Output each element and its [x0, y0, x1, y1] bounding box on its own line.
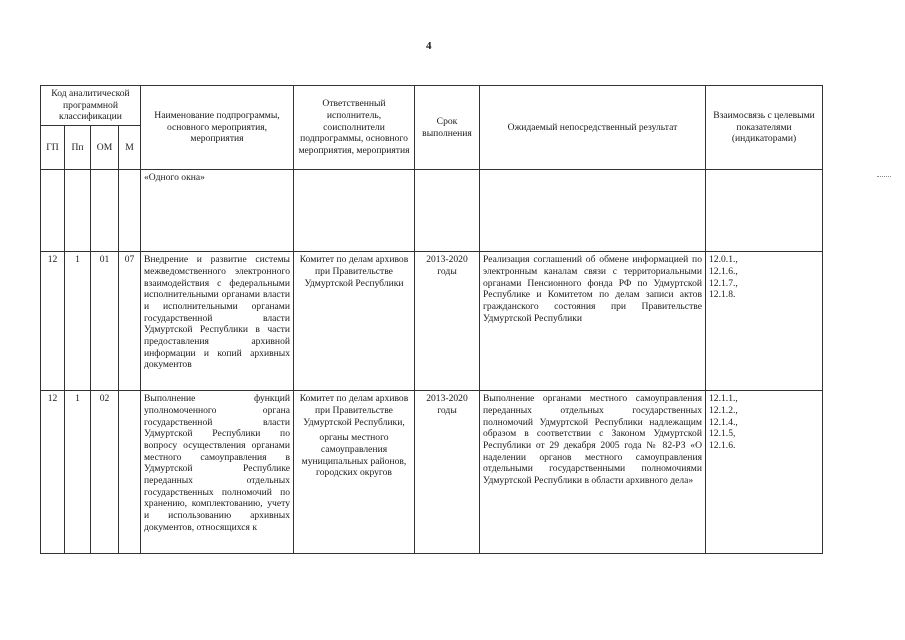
header-executor: Ответственный исполнитель, соисполнители подпрограммы, основного мероприятия, мероприятия — [294, 86, 415, 170]
cell-name: «Одного окна» — [141, 170, 294, 252]
program-table — [40, 85, 823, 554]
cell-result: Реализация соглашений об обмене информацией по электронным каналам связи с территориальными органами Пенсионного фонда РФ по Удмуртской Республике и Комитетом по делам записи актов гражданского состояния при Правительстве Удмуртской Республики — [480, 252, 706, 391]
indicator-code: 12.1.2., — [709, 404, 738, 416]
cell-om: 02 — [91, 391, 119, 554]
indicator-code: 12.1.5, — [709, 428, 736, 440]
cell-om — [91, 170, 119, 252]
cell-gp: 12 — [41, 252, 65, 391]
header-m: М — [119, 126, 141, 170]
cell-result: Выполнение органами местного самоуправления переданных отдельных государственных полномочий Удмуртской Республики надлежащим образом в соответствии с Законом Удмуртской Республики от 29 декабря 2005 года № 82-РЗ «О наделении органов местного самоуправления отдельными государственными полномочиями Удмуртской Республики в области архивного дела» — [480, 391, 706, 554]
executor-primary: Комитет по делам архивов при Правительстве Удмуртской Республики, — [299, 393, 409, 428]
cell-indicators — [706, 170, 823, 252]
cell-term — [415, 170, 480, 252]
cell-indicators — [706, 252, 823, 391]
header-gp: ГП — [41, 126, 65, 170]
cell-m — [119, 391, 141, 554]
margin-mark — [877, 176, 891, 178]
indicator-code: 12.1.8. — [709, 289, 736, 301]
indicator-code: 12.0.1., — [709, 254, 738, 266]
indicator-code: 12.1.6. — [709, 439, 736, 451]
header-indicators: Взаимосвязь с целевыми показателями (индикаторами) — [706, 86, 823, 170]
cell-executor — [294, 391, 415, 554]
table-row — [41, 391, 823, 554]
cell-m: 07 — [119, 252, 141, 391]
table-row — [41, 252, 823, 391]
header-result: Ожидаемый непосредственный результат — [480, 86, 706, 170]
indicator-code: 12.1.7., — [709, 277, 738, 289]
indicator-code: 12.1.1., — [709, 393, 738, 405]
header-term: Срок выполнения — [415, 86, 480, 170]
header-code-group: Код аналитической программной классификации — [41, 86, 141, 126]
cell-m — [119, 170, 141, 252]
header-pp: Пп — [65, 126, 91, 170]
cell-term: 2013-2020 годы — [415, 252, 480, 391]
cell-executor — [294, 170, 415, 252]
executor-secondary: органы местного самоуправления муниципальных районов, городских округов — [301, 432, 407, 479]
cell-result — [480, 170, 706, 252]
cell-om: 01 — [91, 252, 119, 391]
cell-term: 2013-2020 годы — [415, 391, 480, 554]
cell-gp: 12 — [41, 391, 65, 554]
indicator-code: 12.1.4., — [709, 416, 738, 428]
cell-indicators — [706, 391, 823, 554]
table-row — [41, 170, 823, 252]
cell-pp: 1 — [65, 252, 91, 391]
cell-pp — [65, 170, 91, 252]
indicator-code: 12.1.6., — [709, 265, 738, 277]
header-om: ОМ — [91, 126, 119, 170]
cell-gp — [41, 170, 65, 252]
cell-name: Внедрение и развитие системы межведомственного электронного взаимодействия с федеральными исполнительными органами власти и исполнительными органами государственной власти Удмуртской Республики в части предоставления архивной информации и копий архивных документов — [141, 252, 294, 391]
cell-executor: Комитет по делам архивов при Правительстве Удмуртской Республики — [294, 252, 415, 391]
page-number: 4 — [426, 40, 432, 52]
cell-name: Выполнение функций уполномоченного органа государственной власти Удмуртской Республики по вопросу осуществления органами местного самоуправления в Удмуртской Республике переданных отдельных государственных полномочий по хранению, комплектованию, учету и использованию архивных документов, относящихся к — [141, 391, 294, 554]
cell-pp: 1 — [65, 391, 91, 554]
header-name: Наименование подпрограммы, основного мероприятия, мероприятия — [141, 86, 294, 170]
